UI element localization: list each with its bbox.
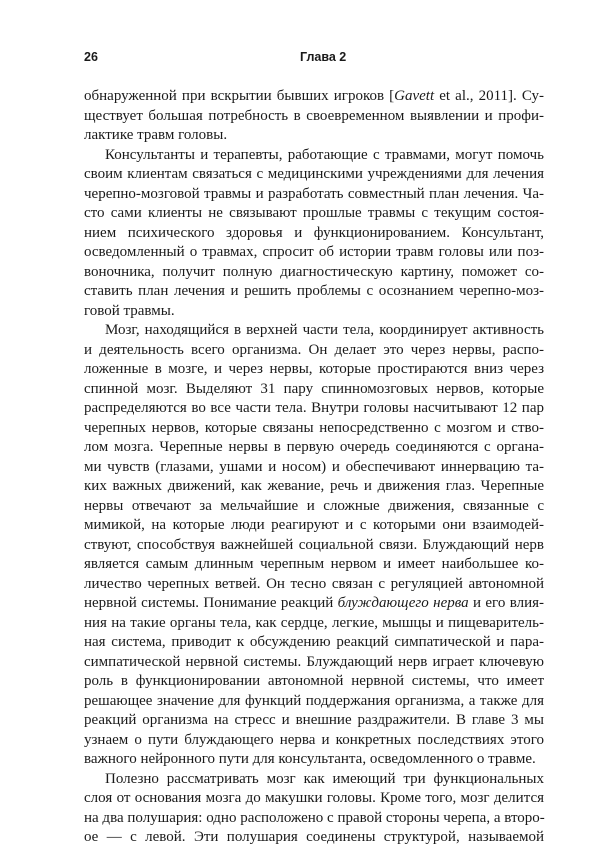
text-line [84,419,544,439]
text-line [84,497,544,517]
text-line [84,321,544,341]
text-segment: et al., 2011]. Су- [434,88,544,104]
text-line [84,809,544,829]
text-line [84,360,544,380]
text-segment: обнаруженной при вскрытии бывших игроков [ [84,88,395,104]
text-line [84,770,544,790]
chapter-title: Глава 2 [300,50,347,64]
text-line [84,341,544,361]
text-line [84,614,544,634]
text-line [84,458,544,478]
page-header [84,50,540,68]
text-line [84,165,544,185]
text-segment: лом мозга. Черепные нервы в первую очередь соединяются с органа- [84,439,544,455]
text-line [84,672,544,692]
text-segment: своим клиентам связаться с медицинскими учреждениями для лечения [84,166,544,182]
text-segment: черепно-мозговой травмы и разработать совместный план лечения. Ча- [84,185,544,202]
text-line [84,146,544,166]
page-number: 26 [84,50,98,64]
text-line [84,380,544,400]
text-line [84,555,544,575]
text-line [84,263,544,283]
text-line [84,185,544,205]
text-segment: ствуют, способствуя важнейшей социальной связи. Блуждающий нерв [84,536,544,553]
text-segment: роль в функционировании автономной нервной системы, что имеет [84,673,544,689]
text-line [84,789,544,809]
text-line [84,302,544,322]
text-segment: является самым длинным черепным нервом и имеет наибольшее ко- [84,556,544,572]
text-segment: нием психического здоровья и функционированием. Консультант, [84,224,544,241]
italic-text: Gavett [394,88,435,104]
text-segment: лактике травм головы. [84,127,228,143]
text-line [84,399,544,419]
text-segment: узнаем о пути блуждающего нерва и конкретных последствиях этого [84,731,544,748]
text-line [84,633,544,653]
text-line [84,107,544,127]
text-segment: спинной мозг. Выделяют 31 пару спинномозговых нервов, которые [84,380,544,397]
text-segment: ставить план лечения и решить проблемы с осознанием черепно-моз- [84,283,544,299]
text-segment: осведомленный о травмах, спросит об истории травм головы или поз- [84,244,544,260]
text-segment: важного нейронного пути для консультанта, осведомленного о травме. [84,751,536,767]
text-line [84,243,544,263]
text-segment: распределяются во все части тела. Внутри головы насчитывают 12 пар [84,400,544,416]
text-segment: ложенные в мозге, и через нервы, которые простираются вниз через [84,361,544,377]
text-line [84,575,544,595]
text-segment: Консультанты и терапевты, работающие с травмами, могут помочь [105,146,544,163]
text-line [84,516,544,536]
text-segment: Полезно рассматривать мозг как имеющий три функциональных [105,770,544,787]
body-text [84,87,544,848]
text-segment: симпатической нервной системы. Блуждающий нерв играет ключевую [84,653,544,670]
text-segment: нервной системы. Понимание реакций [84,595,338,611]
text-line [84,711,544,731]
text-segment: ния на такие органы тела, как сердце, легкие, мышцы и пищеваритель- [84,614,544,631]
text-segment: на два полушария: одно расположено с правой стороны черепа, а второ- [84,809,545,826]
text-segment: ми чувств (глазами, ушами и носом) и обеспечивают иннервацию та- [84,458,544,475]
text-line [84,731,544,751]
text-segment: личество черепных ветвей. Он тесно связан с регуляцией автономной [84,575,544,592]
text-segment: ое — с левой. Эти полушария соединены структурой, называемой [84,829,544,845]
text-line [84,438,544,458]
text-line [84,750,544,770]
text-segment: ная система, приводит к обсуждению реакций симпатической и пара- [84,634,544,650]
italic-text: блуждающего нерва [337,595,469,611]
text-segment: решающее значение для функций поддержания организма, а также для [84,692,544,709]
text-segment: черепных нервов, которые связаны непосредственно с мозгом и ство- [84,419,544,436]
text-line [84,594,544,614]
text-line [84,828,544,848]
text-line [84,536,544,556]
text-segment: и его влия- [468,595,544,611]
text-line [84,224,544,244]
text-segment: нервы отвечают за мельчайшие и сложные движения, связанные с [84,497,544,514]
text-segment: сто сами клиенты не связывают прошлые травмы с текущим состоя- [84,205,544,221]
text-line [84,477,544,497]
text-segment: и деятельность всего организма. Он делает это через нервы, распо- [84,341,544,358]
text-line [84,692,544,712]
text-segment: говой травмы. [84,302,175,319]
text-line [84,653,544,673]
text-segment: слоя от основания мозга до макушки головы. Кроме того, мозг делится [84,790,544,806]
text-segment: ществует большая потребность в своевременном выявлении и профи- [84,107,544,124]
text-segment: мимикой, на которые люди реагируют и с которыми они взаимодей- [84,517,544,533]
text-line [84,204,544,224]
text-line [84,282,544,302]
text-line [84,87,544,107]
text-segment: воночника, получит полную диагностическую картину, поможет со- [84,263,544,280]
text-segment: Мозг, находящийся в верхней части тела, координирует активность [105,322,544,338]
text-line [84,126,544,146]
text-segment: ких важных движений, как жевание, речь и движения глаз. Черепные [84,478,544,494]
text-segment: реакций организма на стресс и внешние раздражители. В главе 3 мы [84,712,544,728]
